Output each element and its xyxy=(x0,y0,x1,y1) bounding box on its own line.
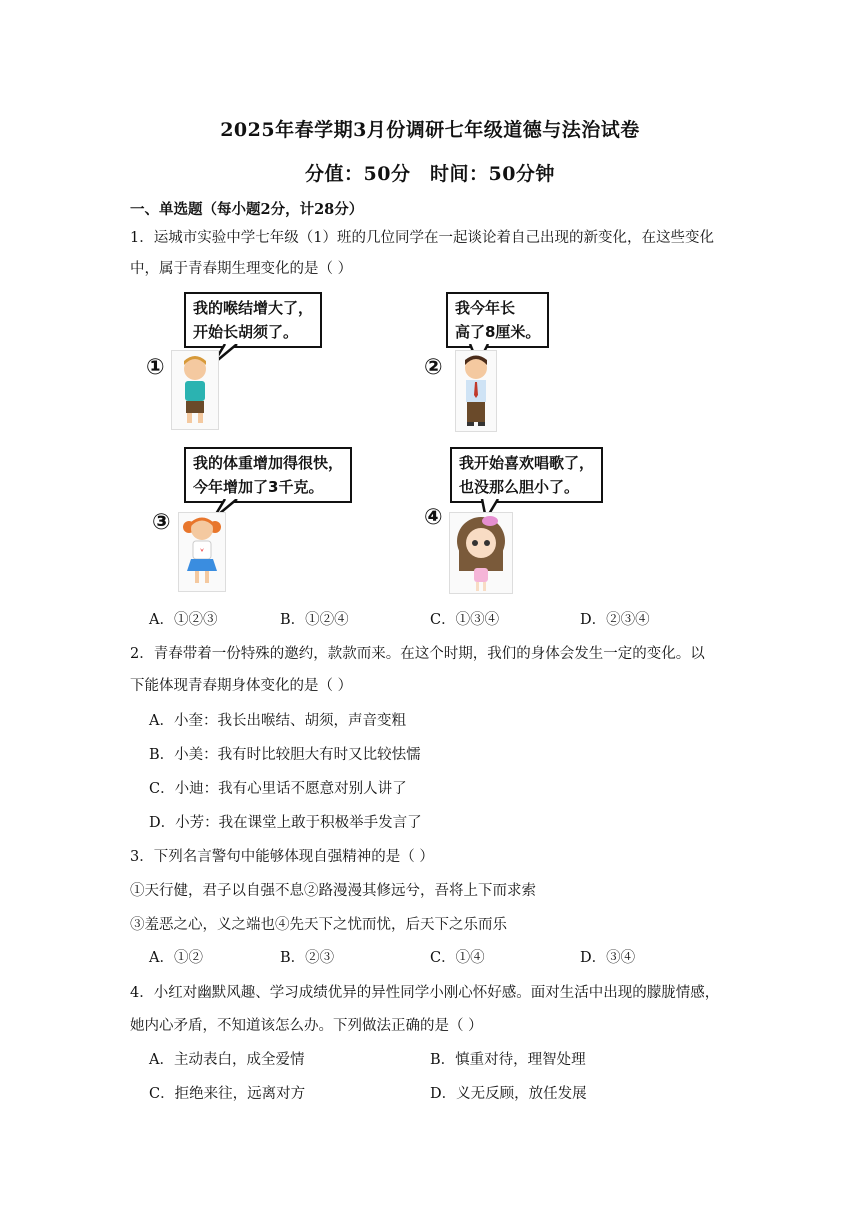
bubble-2-line2: 高了8厘米。 xyxy=(455,323,541,341)
q1-option-a[interactable]: A．①②③ xyxy=(149,612,218,628)
bubble-1-line2: 开始长胡须了。 xyxy=(193,323,299,341)
boy-figure-1 xyxy=(171,350,219,430)
boy-icon xyxy=(172,351,218,429)
bubble-2-line1: 我今年长 xyxy=(455,299,516,317)
q3-quote-line2: ③羞恶之心，义之端也④先天下之忧而忧，后天下之乐而乐 xyxy=(130,917,507,933)
girl-figure-3 xyxy=(178,512,226,592)
boy-figure-2 xyxy=(455,350,497,432)
label-4: ④ xyxy=(424,505,443,530)
q1-option-b[interactable]: B．①②④ xyxy=(280,612,349,628)
q4-option-c[interactable]: C．拒绝来往，远离对方 xyxy=(149,1086,306,1102)
section-heading: 一、单选题（每小题2分，计28分） xyxy=(130,201,364,218)
page-subtitle: 分值：50分 时间：50分钟 xyxy=(305,163,555,185)
q4-option-d[interactable]: D．义无反顾，放任发展 xyxy=(430,1086,587,1102)
long-hair-girl-icon xyxy=(450,513,512,593)
q1-option-d[interactable]: D．②③④ xyxy=(580,612,650,628)
q3-option-b[interactable]: B．②③ xyxy=(280,950,335,966)
label-2: ② xyxy=(424,355,443,380)
q2-option-b[interactable]: B．小美：我有时比较胆大有时又比较怯懦 xyxy=(149,747,421,763)
q3-stem: 3．下列名言警句中能够体现自强精神的是（ ） xyxy=(130,849,434,865)
boy-tie-icon xyxy=(456,351,496,431)
q2-stem-line1: 2．青春带着一份特殊的邀约，款款而来。在这个时期，我们的身体会发生一定的变化。以 xyxy=(130,646,705,662)
girl-icon xyxy=(179,513,225,591)
q1-option-c[interactable]: C．①③④ xyxy=(430,612,500,628)
q3-quote-line1: ①天行健，君子以自强不息②路漫漫其修远兮，吾将上下而求索 xyxy=(130,883,536,899)
bubble-3-line1: 我的体重增加得很快， xyxy=(193,454,344,472)
speech-bubble-1 xyxy=(184,292,322,348)
bubble-1-line1: 我的喉结增大了， xyxy=(193,299,314,317)
q3-option-a[interactable]: A．①② xyxy=(149,950,203,966)
q2-option-d[interactable]: D．小芳：我在课堂上敢于积极举手发言了 xyxy=(149,815,422,831)
q4-stem-line2: 她内心矛盾，不知道该怎么办。下列做法正确的是（ ） xyxy=(130,1018,483,1034)
label-1: ① xyxy=(146,355,165,380)
bubble-4-line2: 也没那么胆小了。 xyxy=(459,478,580,496)
speech-bubble-3 xyxy=(184,447,352,503)
bubble-4-line1: 我开始喜欢唱歌了， xyxy=(459,454,595,472)
q1-stem-line1: 1．运城市实验中学七年级（1）班的几位同学在一起谈论着自己出现的新变化，在这些变化 xyxy=(130,230,714,246)
speech-bubble-4 xyxy=(450,447,603,503)
q2-option-a[interactable]: A．小奎：我长出喉结、胡须，声音变粗 xyxy=(149,713,406,729)
q4-stem-line1: 4．小红对幽默风趣、学习成绩优异的异性同学小刚心怀好感。面对生活中出现的朦胧情感， xyxy=(130,985,720,1001)
page-title: 2025年春学期3月份调研七年级道德与法治试卷 xyxy=(220,119,640,141)
label-3: ③ xyxy=(152,510,171,535)
q1-stem-line2: 中，属于青春期生理变化的是（ ） xyxy=(130,261,353,277)
q4-option-a[interactable]: A．主动表白，成全爱情 xyxy=(149,1052,305,1068)
girl-figure-4 xyxy=(449,512,513,594)
q2-option-c[interactable]: C．小迪：我有心里话不愿意对别人讲了 xyxy=(149,781,407,797)
bubble-3-line2: 今年增加了3千克。 xyxy=(193,478,324,496)
speech-bubble-2 xyxy=(446,292,549,348)
q3-option-c[interactable]: C．①④ xyxy=(430,950,485,966)
q3-option-d[interactable]: D．③④ xyxy=(580,950,636,966)
q2-stem-line2: 下能体现青春期身体变化的是（ ） xyxy=(130,678,353,694)
q4-option-b[interactable]: B．慎重对待，理智处理 xyxy=(430,1052,586,1068)
